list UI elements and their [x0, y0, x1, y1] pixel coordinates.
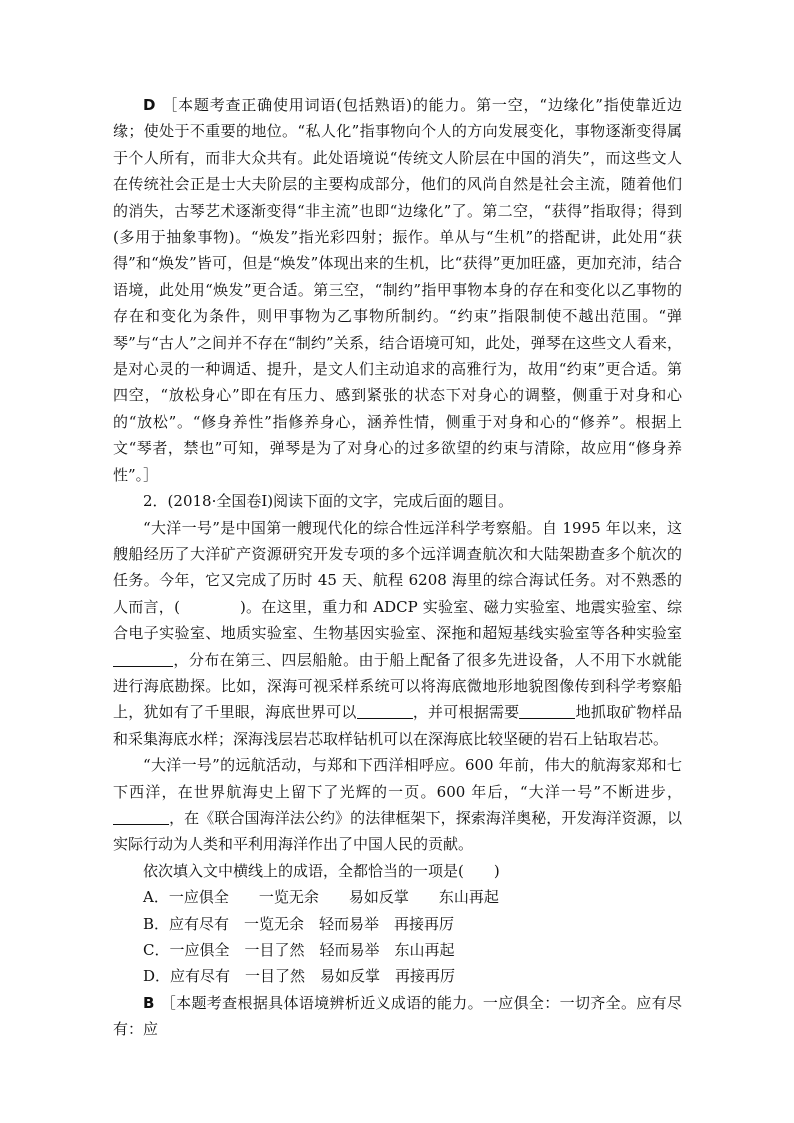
q1-explanation: ［本题考查正确使用词语(包括熟语)的能力。第一空，“边缘化”指使靠近边缘；使处于不重要的地位。“私人化”指事物向个人的方向发展变化，事物逐渐变得属于个人所有，而非大众共有。此处语境说“传统文人阶层在中国的消失”，而这些文人在传统社会正是士大夫阶层的主要构成部分，他们的风尚自然是社会主流，随着他们的消失，古琴艺术逐渐变得“非主流”也即“边缘化”了。第二空，“获得”指取得；得到(多用于抽象事物)。“焕发”指光彩四射；振作。单从与“生机”的搭配讲，此处用“获得”和“焕发”皆可，但是“焕发”体现出来的生机，比“获得”更加旺盛，更加充沛，结合语境，此处用“焕发”更合适。第三空，“制约”指甲事物本身的存在和变化以乙事物的存在和变化为条件，则甲事物为乙事物所制约。“约束”指限制使不越出范围。“弹琴”与“古人”之间并不存在“制约”关系，结合语境可知，此处，弹琴在这些文人看来，是对心灵的一种调适、提升，是文人们主动追求的高雅行为，故用“约束”更合适。第四空，“放松身心”即在有压力、感到紧张的状态下对身心的调整，侧重于对身和心的“放松”。“修身养性”指修养身心，涵养性情，侧重于对身和心的“修养”。根据上文“琴者，禁也”可知，弹琴是为了对身心的过多欲望的约束与清除，故应用“修身养性”。］: [113, 96, 682, 484]
blank-line-1: [113, 652, 173, 667]
passage-text: ，并可根据需要: [412, 703, 520, 722]
option-d: [113, 963, 682, 989]
option-b: [113, 911, 682, 937]
option-d-text: D．应有尽有 一目了然 易如反掌 再接再厉: [143, 967, 456, 986]
passage-text: )。在这里，重力和 ADCP 实验室、磁力实验室、地震实验室、综合电子实验室、地质实验室、生物基因实验室、深拖和超短基线实验室等各种实验室: [113, 597, 682, 643]
q2-passage-paragraph-2: [113, 752, 682, 858]
q2-explanation: ［本题考查根据具体语境辨析近义成语的能力。一应俱全：一切齐全。应有尽有：应: [113, 993, 682, 1039]
option-a: [113, 884, 682, 910]
q2-prompt: [113, 858, 682, 884]
blank-line-4: [113, 810, 169, 825]
q2-prompt-text: 依次填入文中横线上的成语，全都恰当的一项是( ): [143, 861, 500, 880]
q2-heading-text: 2．(2018·全国卷Ⅰ)阅读下面的文字，完成后面的题目。: [143, 492, 514, 511]
blank-line-2: [357, 704, 413, 719]
blank-line-3: [519, 704, 575, 719]
passage-text: “大洋一号”的远航活动，与郑和下西洋相呼应。600 年前，伟大的航海家郑和七下西洋，在世界航海史上留下了光辉的一页。600 年后，“大洋一号”不断进步，: [113, 756, 682, 801]
q2-answer-paragraph: [113, 990, 682, 1043]
option-a-text: A．一应俱全 一览无余 易如反掌 东山再起: [143, 888, 499, 907]
passage-text: ，分布在第三、四层船舱。由于船上配备了很多先进设备，人不用下水就能进行海底勘探。比如，深海可视采样系统可以将海底微地形地貌图像传到科学考察船上，犹如有了千里眼，海底世界可以: [113, 650, 682, 722]
passage-text: “大洋一号”是中国第一艘现代化的综合性远洋科学考察船。自 1995 年以来，这艘船经历了大洋矿产资源研究开发专项的多个远洋调查航次和大陆架勘查多个航次的任务。今年，它又完成了历时 45 天、航程 6208 海里的综合海试任务。对不熟悉的人而言，(: [113, 518, 682, 616]
q2-passage-paragraph-1: [113, 515, 682, 753]
passage-text: ，在《联合国海洋法公约》的法律框架下，探索海洋奥秘，开发海洋资源，以实际行动为人类和平利用海洋作出了中国人民的贡献。: [113, 808, 682, 854]
q1-answer-paragraph: [113, 92, 682, 488]
q2-heading: [113, 488, 682, 514]
document-body: [113, 92, 682, 1043]
q2-answer-letter: B: [143, 993, 155, 1012]
option-b-text: B．应有尽有 一览无余 轻而易举 再接再厉: [143, 914, 455, 933]
option-c: [113, 937, 682, 963]
q1-answer-letter: D: [143, 96, 156, 114]
passage-text: 地抓取矿物样品和采集海底水样；深海浅层岩芯取样钻机可以在深海底比较坚硬的岩石上钻取岩芯。: [113, 703, 682, 748]
option-c-text: C．一应俱全 一目了然 轻而易举 东山再起: [143, 941, 455, 959]
